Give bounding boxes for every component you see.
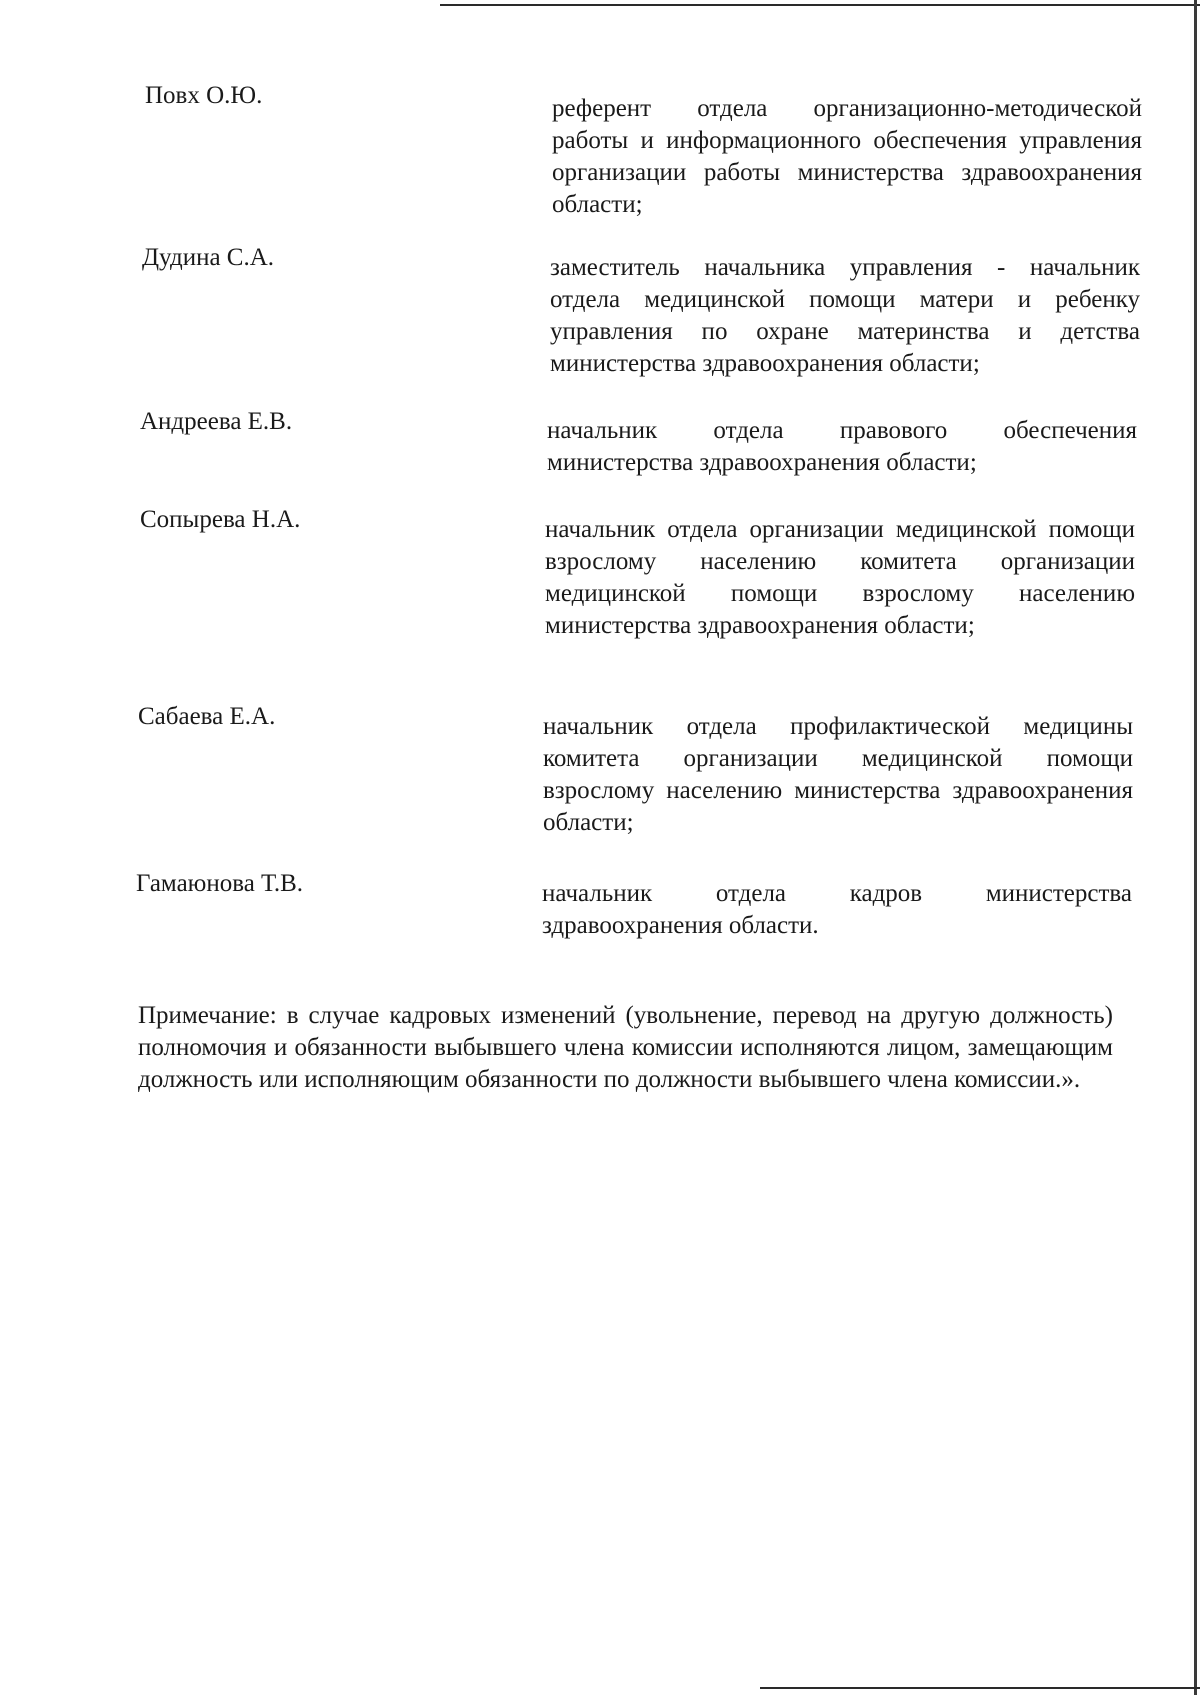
member-role: начальник отдела организации медицинской помощи взрослому населению комитета организации медицинской помощи взрослому населению министерства здравоохранения области; [545, 516, 1135, 639]
member-role: начальник отдела правового обеспечения министерства здравоохранения области; [547, 417, 1137, 476]
member-name: Повх О.Ю. [145, 82, 263, 109]
member-role: начальник отдела кадров министерства здравоохранения области. [542, 880, 1132, 939]
scan-border-top [440, 4, 1200, 6]
member-role: заместитель начальника управления - начальник отдела медицинской помощи матери и ребенку управления по охране материнства и детства министерства здравоохранения области; [550, 254, 1140, 377]
member-name: Гамаюнова Т.В. [136, 870, 303, 897]
member-role: референт отдела организационно-методической работы и информационного обеспечения управления организации работы министерства здравоохранения области; [552, 95, 1142, 218]
member-name: Дудина С.А. [142, 244, 275, 271]
note-paragraph: Примечание: в случае кадровых изменений (увольнение, перевод на другую должность) полномочия и обязанности выбывшего члена комиссии исполняются лицом, замещающим должность или исполняющим обязанности по должности выбывшего члена комиссии.». [138, 1002, 1113, 1093]
scan-border-right [1194, 0, 1197, 1695]
scan-border-bottom [760, 1687, 1200, 1689]
member-role: начальник отдела профилактической медицины комитета организации медицинской помощи взрослому населению министерства здравоохранения области; [543, 713, 1133, 836]
member-name: Сопырева Н.А. [140, 506, 301, 533]
member-name: Сабаева Е.А. [138, 703, 276, 730]
member-name: Андреева Е.В. [140, 408, 293, 435]
